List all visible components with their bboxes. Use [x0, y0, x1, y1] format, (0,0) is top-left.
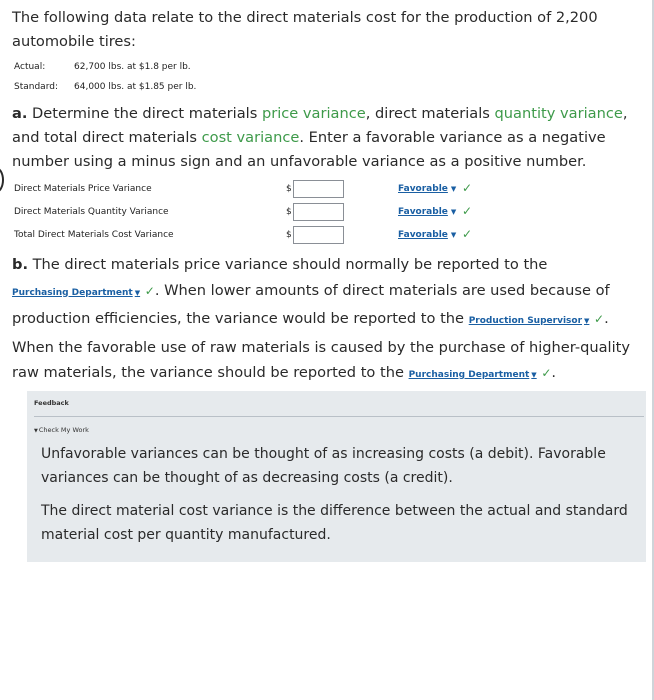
quantity-variance-type-dropdown[interactable]	[398, 207, 456, 217]
check-my-work-toggle[interactable]	[34, 426, 89, 434]
check-icon: ✓	[144, 283, 155, 298]
total-cost-variance-type-dropdown[interactable]	[398, 230, 456, 240]
price-variance-row	[0, 180, 654, 202]
part-b-text-4: .	[551, 364, 557, 381]
currency-symbol: $	[286, 230, 292, 240]
efficiency-responsibility-dropdown[interactable]	[469, 316, 590, 326]
dropdown-value: Purchasing Department	[408, 370, 530, 380]
total-cost-variance-input[interactable]	[293, 226, 344, 244]
currency-symbol: $	[286, 184, 292, 194]
quantity-variance-row	[0, 203, 654, 225]
quality-responsibility-dropdown[interactable]	[409, 370, 537, 380]
part-b-text-2: . When lower amounts of direct materials are used because of production efficiencies, the variance would be reported to the	[12, 281, 610, 327]
term-price-variance[interactable]: price variance	[261, 105, 366, 122]
dropdown-value: Favorable	[398, 230, 448, 240]
total-cost-variance-label: Total Direct Materials Cost Variance	[14, 230, 174, 240]
chevron-down-icon: ▼	[450, 231, 457, 239]
term-cost-variance[interactable]: cost variance	[201, 129, 300, 146]
chevron-down-icon: ▼	[450, 185, 457, 193]
feedback-divider	[34, 416, 644, 417]
problem-intro: The following data relate to the direct materials cost for the production of 2,200 automobile tires:	[12, 9, 598, 50]
check-icon: ✓	[462, 227, 473, 241]
chevron-down-icon: ▼	[450, 208, 457, 216]
standard-label: Standard:	[14, 82, 58, 92]
check-icon: ✓	[594, 312, 605, 326]
chevron-down-icon: ▼	[34, 428, 38, 434]
total-cost-variance-row	[0, 226, 654, 248]
chevron-down-icon: ▼	[584, 317, 590, 325]
dropdown-value: Favorable	[398, 184, 448, 194]
part-a-instructions	[12, 102, 642, 174]
part-b-text-1: The direct materials price variance should normally be reported to the	[32, 256, 548, 273]
part-a-text-3: , and total direct materials	[12, 105, 628, 146]
feedback-title: Feedback	[34, 399, 69, 407]
actual-value: 62,700 lbs. at $1.8 per lb.	[74, 62, 191, 72]
term-quantity-variance[interactable]: quantity variance	[494, 105, 623, 122]
chevron-down-icon: ▼	[531, 371, 537, 379]
part-b-text-3: . When the favorable use of raw materials is caused by the purchase of higher-quality raw materials, the variance should be reported to the	[12, 310, 631, 381]
part-a-text-1: Determine the direct materials	[32, 105, 262, 122]
actual-line	[14, 62, 191, 72]
dropdown-value: Production Supervisor	[468, 316, 583, 326]
quantity-variance-label: Direct Materials Quantity Variance	[14, 207, 169, 217]
feedback-panel	[27, 391, 646, 562]
price-variance-type-dropdown[interactable]	[398, 184, 456, 194]
part-b-paragraph	[12, 252, 648, 389]
part-b-letter: b.	[12, 256, 28, 273]
price-variance-responsibility-dropdown[interactable]	[12, 288, 140, 298]
check-icon: ✓	[462, 181, 473, 195]
currency-symbol: $	[286, 207, 292, 217]
price-variance-input[interactable]	[293, 180, 344, 198]
feedback-paragraph-1: Unfavorable variances can be thought of as increasing costs (a debit). Favorable variances can be thought of as decreasing costs (a credit).	[41, 446, 606, 486]
feedback-paragraph-2: The direct material cost variance is the difference between the actual and standard material cost per quantity manufactured.	[41, 503, 628, 543]
standard-line	[14, 82, 196, 92]
check-my-work-label: Check My Work	[38, 426, 89, 434]
part-a-text-4: . Enter a favorable variance as a negative number using a minus sign and an unfavorable variance as a positive number.	[12, 129, 606, 170]
dropdown-value: Favorable	[398, 207, 448, 217]
price-variance-label: Direct Materials Price Variance	[14, 184, 152, 194]
check-icon: ✓	[462, 204, 473, 218]
quantity-variance-input[interactable]	[293, 203, 344, 221]
dropdown-value: Purchasing Department	[12, 287, 133, 298]
check-icon: ✓	[541, 366, 552, 380]
standard-value: 64,000 lbs. at $1.85 per lb.	[74, 82, 197, 92]
actual-label: Actual:	[14, 62, 46, 72]
part-a-text-2: , direct materials	[365, 105, 495, 122]
part-a-letter: a.	[12, 105, 28, 122]
chevron-down-icon: ▼	[134, 288, 141, 297]
